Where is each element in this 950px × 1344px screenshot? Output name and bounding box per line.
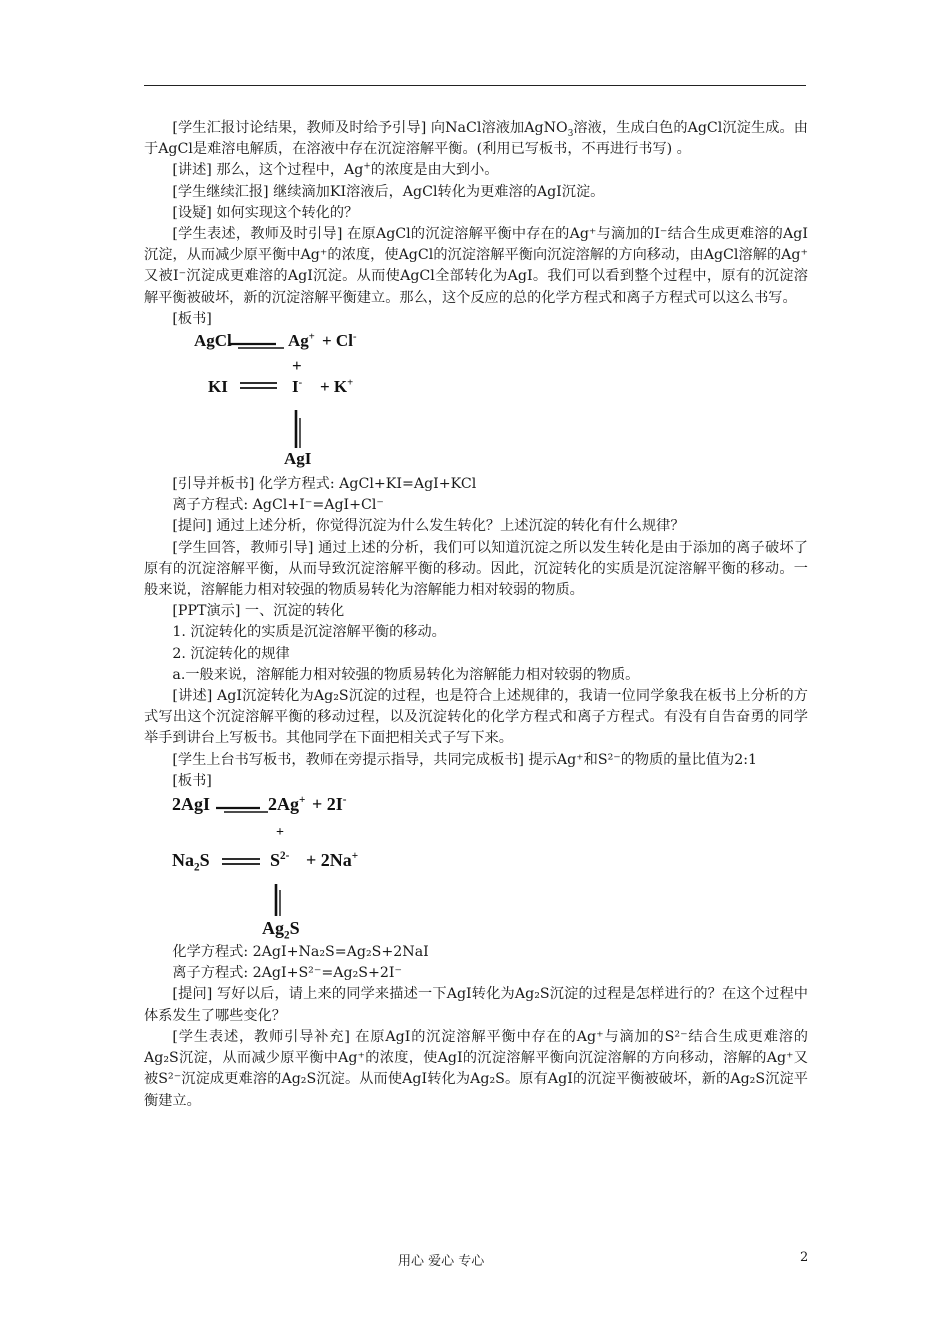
paragraph-chemical-equation-2: 化学方程式: 2AgI+Na₂S=Ag₂S+2NaI <box>172 944 429 961</box>
paragraph-point-1: 1. 沉淀转化的实质是沉淀溶解平衡的移动。 <box>172 624 446 641</box>
paragraph-student-board: [学生上台书写板书，教师在旁提示指导，共同完成板书] 提示Ag⁺和S²⁻的物质的量比值为2:1 <box>172 751 758 768</box>
board-label-1: [板书] <box>172 310 212 327</box>
ion-s2-minus: $S^{2-}$ <box>270 850 290 871</box>
page-number: 2 <box>800 1250 809 1265</box>
paragraph-student-answer: [学生回答，教师引导] 通过上述的分析，我们可以知道沉淀之所以发生转化是由于添加的离子破坏了原有的沉淀溶解平衡，从而导致沉淀溶解平衡的移动。因此，沉淀转化的实质是沉淀溶解平衡的移动。一般来说，溶解能力相对较强的物质易转化为溶解能力相对较弱的物质。 <box>144 539 808 599</box>
paragraph-point-2: 2. 沉淀转化的规律 <box>172 645 290 662</box>
paragraph-student-describe: [学生表述，教师及时引导] 在原AgCl的沉淀溶解平衡中存在的Ag⁺与滴加的I⁻结合生成更难溶的AgI沉淀，从而减少原平衡中Ag⁺的浓度，使AgCl的沉淀溶解平衡向沉淀溶解的方向移动，由AgCl溶解的Ag⁺又被I⁻沉淀成更难溶的AgI沉淀。从而使AgCl全部转化为AgI。我们可以看到整个过程中，原有的沉淀溶解平衡被破坏，新的沉淀溶解平衡建立。那么，这个反应的总的化学方程式和离子方程式可以这么书写。 <box>144 226 808 306</box>
plus-combine-2: + <box>276 825 284 841</box>
equilibrium-arrows-1 <box>144 330 364 474</box>
paragraph-ppt-demo: [PPT演示] 一、沉淀的转化 <box>172 603 345 620</box>
paragraph-ionic-equation-2: 离子方程式: 2AgI+S²⁻=Ag₂S+2I⁻ <box>172 965 402 982</box>
formula-agcl: AgCl <box>194 331 232 351</box>
paragraph-student-describe-2: [学生表述，教师引导补充] 在原AgI的沉淀溶解平衡中存在的Ag⁺与滴加的S²⁻结合生成更难溶的Ag₂S沉淀，从而减少原平衡中Ag⁺的浓度，使AgI的沉淀溶解平衡向沉淀溶解的方向移动，溶解的Ag⁺又被S²⁻沉淀成更难溶的Ag₂S沉淀。从而使AgI转化为Ag₂S。原有AgI的沉淀平衡被破坏，新的Ag₂S沉淀平衡建立。 <box>144 1028 808 1109</box>
board-equation-agcl-ki <box>144 330 808 474</box>
ion-2i-minus: + 2I- <box>312 794 347 815</box>
plus-combine-1: + <box>292 356 302 376</box>
paragraph-explain-ag: [讲述] 那么，这个过程中，Ag+的浓度是由大到小。 <box>172 161 499 179</box>
document-body <box>144 118 808 1112</box>
precipitate-ag2s: $Ag_2S$ <box>262 918 300 942</box>
footer-motto: 用心 爱心 专心 <box>398 1254 485 1269</box>
ion-2ag-plus: 2Ag+ <box>268 794 306 815</box>
paragraph-point-2a: a.一般来说，溶解能力相对较强的物质易转化为溶解能力相对较弱的物质。 <box>172 666 640 683</box>
ion-2na-plus: + 2Na+ <box>306 850 359 871</box>
paragraph-explain-ag2s: [讲述] AgI沉淀转化为Ag₂S沉淀的过程，也是符合上述规律的，我请一位同学象我在板书上分析的方式写出这个沉淀溶解平衡的移动过程，以及沉淀转化的化学方程式和离子方程式。有没有自告奋勇的同学举手到讲台上写板书。其他同学在下面把相关式子写下来。 <box>144 688 808 747</box>
paragraph-question-describe: [提问] 写好以后，请上来的同学来描述一下AgI转化为Ag₂S沉淀的过程是怎样进行的？在这个过程中体系发生了哪些变化？ <box>144 986 808 1024</box>
formula-2agi: 2AgI <box>172 794 211 815</box>
paragraph-question-why: [提问] 通过上述分析，你觉得沉淀为什么发生转化？上述沉淀的转化有什么规律？ <box>172 518 685 535</box>
paragraph-question-how: [设疑] 如何实现这个转化的？ <box>172 204 359 221</box>
ion-k-plus: + K+ <box>320 377 354 397</box>
paragraph-ionic-equation-1: 离子方程式: AgCl+I⁻=AgI+Cl⁻ <box>172 497 384 514</box>
paragraph-student-report: [学生汇报讨论结果，教师及时给予引导] 向NaCl溶液加AgNO$_3$溶液，生成白色的AgCl沉淀生成。由于AgCl是难溶电解质，在溶液中存在沉淀溶解平衡。(利用已写板书，不再进行书写) 。 <box>144 120 808 158</box>
board-label-2: [板书] <box>172 772 212 789</box>
paragraph-chemical-equation-1: [引导并板书] 化学方程式: AgCl+KI=AgI+KCl <box>172 476 477 493</box>
paragraph-continue-report: [学生继续汇报] 继续滴加KI溶液后，AgCl转化为更难溶的AgI沉淀。 <box>172 183 605 200</box>
formula-ki: KI <box>208 377 228 397</box>
formula-na2s: $Na_2S$ <box>172 850 210 874</box>
ion-cl-minus: + Cl- <box>322 331 357 351</box>
ion-ag-plus: Ag+ <box>288 331 315 351</box>
header-rule <box>144 85 806 86</box>
ion-i-minus: I- <box>292 377 303 397</box>
board-equation-agi-na2s <box>144 792 808 942</box>
precipitate-agi: AgI <box>284 449 312 469</box>
